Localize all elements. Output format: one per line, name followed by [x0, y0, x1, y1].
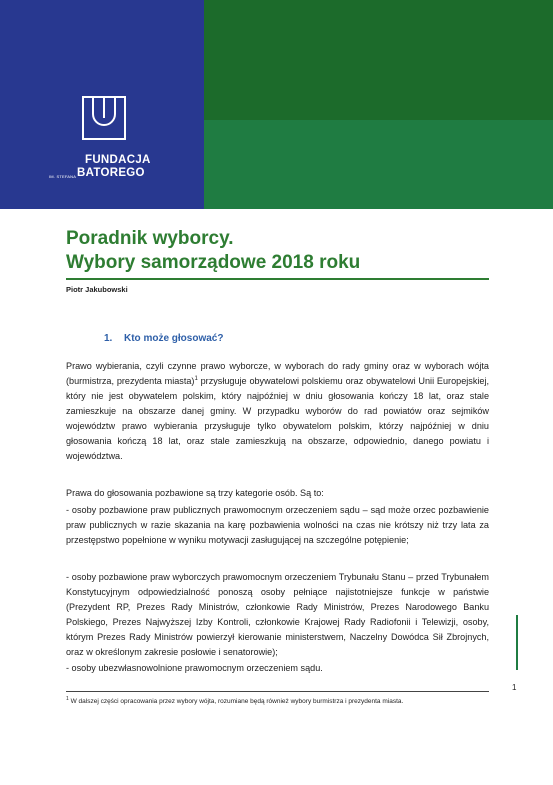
section-title: Kto może głosować?: [124, 333, 224, 344]
footnote-text: W dalszej części opracowania przez wybory wójta, rozumiane będą również wybory burmistrza i prezydenta miasta.: [68, 698, 404, 706]
section-heading: [104, 333, 223, 344]
section-number: 1.: [104, 333, 113, 344]
footnote-divider: [66, 691, 489, 692]
footnote-reference: 1: [194, 375, 198, 382]
list-item-state-tribunal: - osoby pozbawione praw wyborczych prawomocnym orzeczeniem Trybunału Stanu – przed Trybunałem Konstytucyjnym odpowiedzialność ponoszą osoby pełniące najistotniejsze funkcje w państwie (Prezydent RP, Prezes Rady Ministrów, członkowie Rady Ministrów, Prezes Narodowego Banku Polskiego, Prezes Najwyższej Izby Kontroli, członkowie Krajowej Rady Radiofonii i Telewizji, osoby, którym Prezes Rady Ministrów powierzył kierowanie ministerstwem, Naczelny Dowódca Sił Zbrojnych, oraz w określonym zakresie posłowie i senatorowie);: [66, 572, 489, 657]
paragraph-excluded-intro: Prawa do głosowania pozbawione są trzy kategorie osób. Są to:: [66, 488, 324, 498]
author-name: Piotr Jakubowski: [66, 285, 128, 294]
title-underline: [66, 278, 489, 280]
list-item-incapacitated: - osoby ubezwłasnowolnione prawomocnym orzeczeniem sądu.: [66, 663, 323, 673]
foundation-logo-icon: [82, 96, 126, 140]
header-green-panel-bottom: [204, 120, 553, 209]
margin-accent-bar: [516, 615, 518, 670]
paragraph-text: Prawo wybierania, czyli czynne prawo wyborcze, w wyborach do rady gminy oraz w wyborach wójta (burmistrza, prezydenta miasta): [66, 361, 489, 386]
header-green-panel-top: [204, 0, 553, 120]
list-item-public-rights: - osoby pozbawione praw publicznych prawomocnym orzeczeniem sądu – sąd może orzec pozbawienie praw publicznych w razie skazania na karę pozbawienia wolności na czas nie krótszy niż trzy lata za przestępstwo popełnione w wyniku motywacji zasługującej na szczególne potępienie;: [66, 505, 489, 545]
logo-text-fundacja: FUNDACJA: [85, 154, 151, 166]
logo-text-small: IM. STEFANA: [49, 174, 77, 179]
paragraph-text: przysługuje obywatelowi polskiemu oraz obywatelowi Unii Europejskiej, który nie jest obywatelem polskim, który najpóźniej w dniu głosowania kończy 18 lat, oraz stale zamieszkuje na obszarze danej gminy. W przypadku wyborów do rad powiatów oraz sejmików województw prawo wybierania przysługuje tylko obywatelom polskim, którzy najpóźniej w dniu głosowania kończą 18 lat, oraz stale zamieszkują na obszarze, odpowiednio, danego powiatu i województwa.: [66, 376, 489, 461]
document-title-line2: Wybory samorządowe 2018 roku: [66, 252, 361, 273]
paragraph-voting-rights: [66, 359, 489, 464]
page-number: 1: [512, 683, 517, 692]
footnote: [66, 696, 403, 705]
logo-text-batorego: BATOREGO: [77, 167, 145, 179]
document-title-line1: Poradnik wyborcy.: [66, 228, 234, 249]
footnote-number: 1: [66, 696, 69, 702]
